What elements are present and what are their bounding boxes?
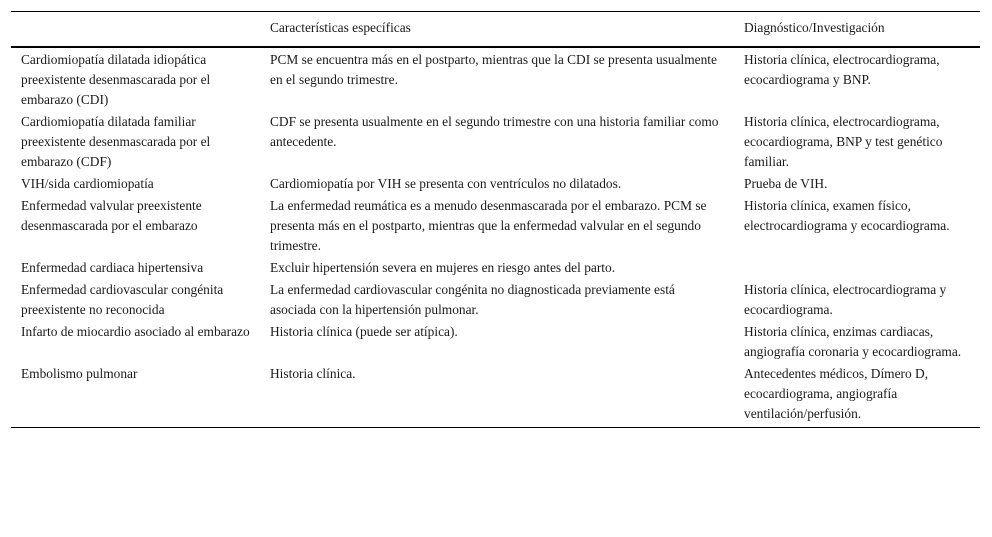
table-row [11,195,980,257]
cell-condition: VIH/sida cardiomiopatía [21,176,154,191]
cell-diagnosis: Historia clínica, electrocardiograma, ecocardiograma y BNP. [744,52,940,87]
cell-features: Historia clínica. [270,366,356,381]
cell-features: Cardiomiopatía por VIH se presenta con ventrículos no dilatados. [270,176,622,191]
cell-features: La enfermedad cardiovascular congénita no diagnosticada previamente está asociada con la hipertensión pulmonar. [270,282,675,317]
differential-diagnosis-table-container [11,11,980,428]
differential-diagnosis-table [11,11,980,428]
table-row [11,47,980,111]
cell-condition: Enfermedad valvular preexistente desenmascarada por el embarazo [21,198,202,233]
header-condition [11,12,260,48]
table-row [11,321,980,363]
cell-diagnosis: Historia clínica, enzimas cardiacas, angiografía coronaria y ecocardiograma. [744,324,962,359]
cell-condition: Enfermedad cardiovascular congénita preexistente no reconocida [21,282,224,317]
cell-features: PCM se encuentra más en el postparto, mientras que la CDI se presenta usualmente en el segundo trimestre. [270,52,717,87]
cell-diagnosis: Antecedentes médicos, Dímero D, ecocardiograma, angiografía ventilación/perfusión. [744,366,929,421]
cell-condition: Embolismo pulmonar [21,366,138,381]
table-header [11,12,980,48]
cell-diagnosis: Historia clínica, electrocardiograma, ecocardiograma, BNP y test genético familiar. [744,114,943,169]
cell-diagnosis: Historia clínica, examen físico, electrocardiograma y ecocardiograma. [744,198,950,233]
cell-features: Historia clínica (puede ser atípica). [270,324,458,339]
header-features: Características específicas [270,20,411,35]
cell-condition: Enfermedad cardiaca hipertensiva [21,260,204,275]
table-row [11,111,980,173]
table-row [11,363,980,428]
cell-diagnosis: Prueba de VIH. [744,176,828,191]
cell-features: Excluir hipertensión severa en mujeres en riesgo antes del parto. [270,260,616,275]
header-diagnosis: Diagnóstico/Investigación [744,20,885,35]
cell-features: La enfermedad reumática es a menudo desenmascarada por el embarazo. PCM se presenta más en el postparto, mientras que la enfermedad valvular en el segundo trimestre. [270,198,707,253]
table-body [11,47,980,428]
cell-condition: Cardiomiopatía dilatada idiopática preexistente desenmascarada por el embarazo (CDI) [21,52,211,107]
table-row [11,279,980,321]
cell-diagnosis: Historia clínica, electrocardiograma y ecocardiograma. [744,282,947,317]
header-row [11,12,980,48]
cell-condition: Infarto de miocardio asociado al embarazo [21,324,250,339]
cell-diagnosis [734,257,980,279]
cell-condition: Cardiomiopatía dilatada familiar preexistente desenmascarada por el embarazo (CDF) [21,114,211,169]
table-row [11,173,980,195]
table-row [11,257,980,279]
cell-features: CDF se presenta usualmente en el segundo trimestre con una historia familiar como antecedente. [270,114,719,149]
